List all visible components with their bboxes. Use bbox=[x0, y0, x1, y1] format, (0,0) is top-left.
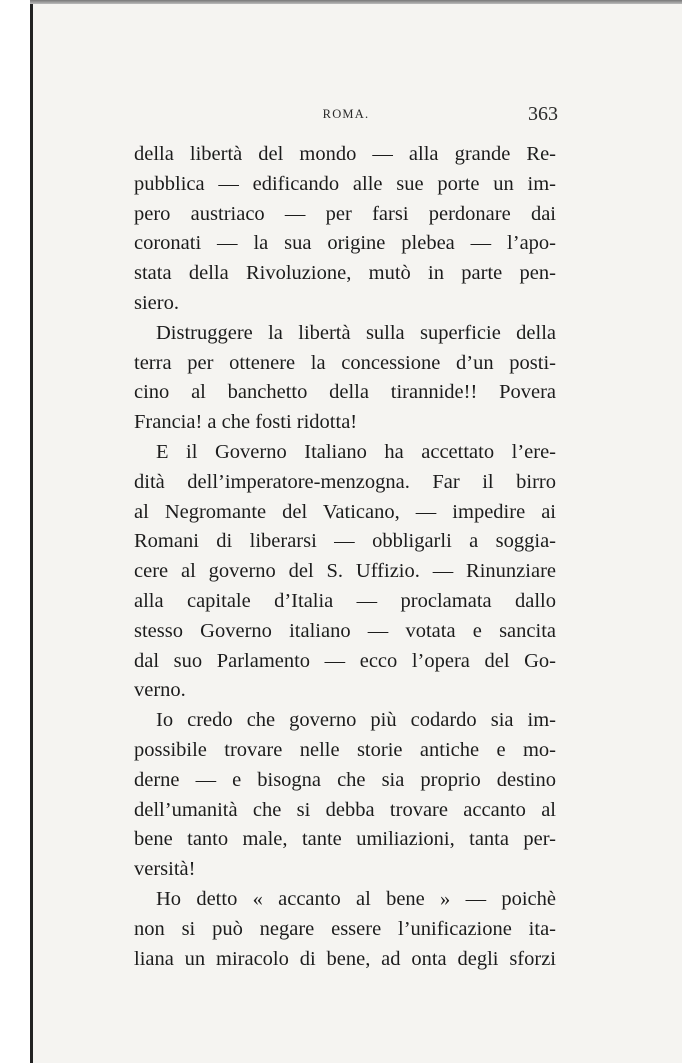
text-line: verno. bbox=[134, 679, 186, 702]
text-line: possibile trovare nelle storie antiche e mo- bbox=[134, 738, 556, 761]
text-line: cino al banchetto della tirannide!! Povera bbox=[134, 381, 556, 404]
body-text bbox=[134, 140, 556, 974]
text-line: al Negromante del Vaticano, — impedire ai bbox=[134, 500, 556, 523]
page-spine-margin bbox=[0, 0, 32, 1063]
text-line: versità! bbox=[134, 858, 196, 881]
text-line: Distruggere la libertà sulla superficie della bbox=[156, 321, 556, 344]
text-line: non si può negare essere l’unificazione ita- bbox=[134, 917, 556, 940]
text-line: derne — e bisogna che sia proprio destino bbox=[134, 768, 556, 791]
text-line: siero. bbox=[134, 291, 179, 314]
text-line: pubblica — edificando alle sue porte un im- bbox=[134, 172, 556, 195]
text-line: dell’umanità che si debba trovare accanto al bbox=[134, 798, 556, 821]
text-line: stesso Governo italiano — votata e sancita bbox=[134, 619, 556, 642]
page-top-edge bbox=[30, 0, 682, 4]
text-line: Ho detto « accanto al bene » — poichè bbox=[156, 887, 556, 910]
text-line: coronati — la sua origine plebea — l’apo- bbox=[134, 232, 556, 255]
text-line: liana un miracolo di bene, ad onta degli sforzi bbox=[134, 947, 556, 970]
text-line: Francia! a che fosti ridotta! bbox=[134, 411, 358, 434]
text-line: bene tanto male, tante umiliazioni, tanta per- bbox=[134, 828, 556, 851]
text-line: della libertà del mondo — alla grande Re- bbox=[134, 143, 556, 165]
text-line: pero austriaco — per farsi perdonare dai bbox=[134, 202, 556, 225]
page-number: 363 bbox=[528, 103, 558, 125]
text-line: cere al governo del S. Uffizio. — Rinunziare bbox=[134, 560, 556, 583]
text-line: stata della Rivoluzione, mutò in parte pen- bbox=[134, 262, 556, 285]
text-line: E il Governo Italiano ha accettato l’ere- bbox=[156, 440, 556, 463]
running-title: ROMA. bbox=[322, 107, 370, 121]
text-line: dal suo Parlamento — ecco l’opera del Go- bbox=[134, 649, 556, 672]
page-header bbox=[134, 103, 558, 127]
text-line: dità dell’imperatore-menzogna. Far il birro bbox=[134, 470, 556, 493]
binding-edge bbox=[30, 0, 33, 1063]
text-line: alla capitale d’Italia — proclamata dallo bbox=[134, 589, 556, 612]
text-line: Io credo che governo più codardo sia im- bbox=[156, 709, 556, 732]
text-line: Romani di liberarsi — obbligarli a soggia- bbox=[134, 530, 556, 553]
text-line: terra per ottenere la concessione d’un posti- bbox=[134, 351, 556, 374]
